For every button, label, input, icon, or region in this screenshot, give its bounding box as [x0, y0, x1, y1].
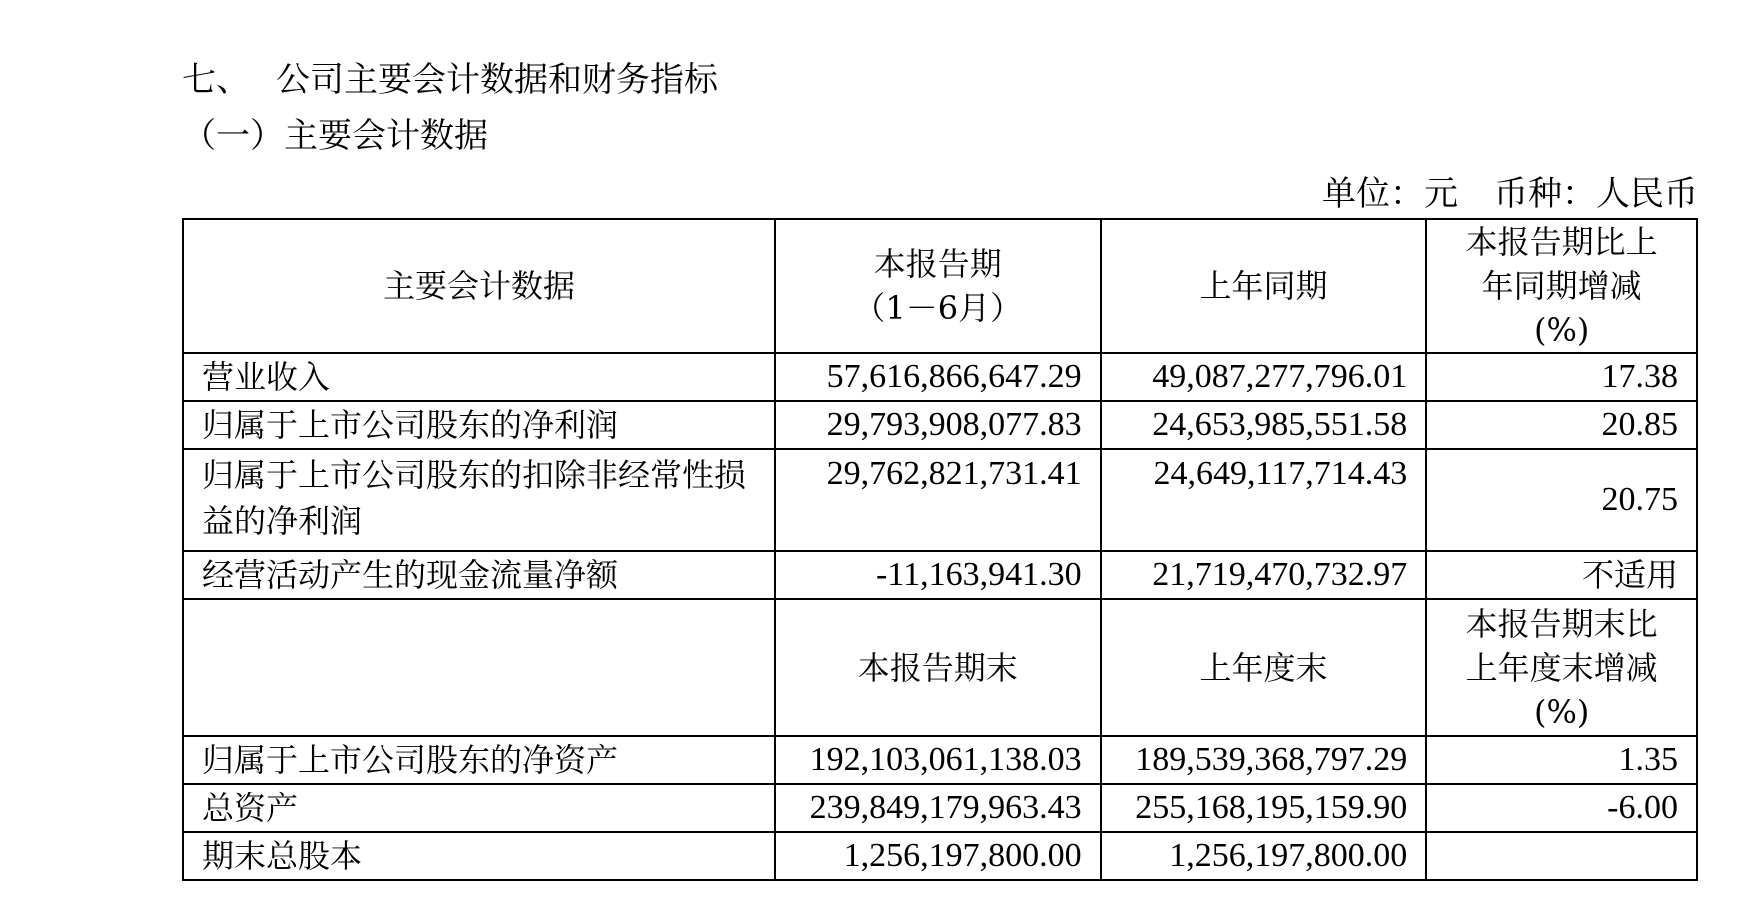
- table-header-row: [183, 219, 1697, 353]
- sub-heading: （一）主要会计数据: [182, 116, 488, 156]
- section-number: 七、: [182, 60, 250, 100]
- unit-line: [1322, 172, 1698, 216]
- table-row: [183, 353, 1697, 401]
- row-label: 归属于上市公司股东的扣除非经常性损益的净利润: [183, 449, 775, 551]
- table-row: [183, 449, 1697, 551]
- row-label: 总资产: [183, 784, 775, 832]
- prior-value: 189,539,368,797.29: [1101, 736, 1427, 784]
- current-value: 239,849,179,963.43: [775, 784, 1101, 832]
- change-value: 20.75: [1426, 449, 1697, 551]
- table-row: [183, 832, 1697, 880]
- prior-value: 255,168,195,159.90: [1101, 784, 1427, 832]
- row-label: 营业收入: [183, 353, 775, 401]
- header-cell-item: 主要会计数据: [183, 219, 775, 353]
- header-cell-prior-period: 上年同期: [1101, 219, 1427, 353]
- section-title: 公司主要会计数据和财务指标: [276, 60, 718, 100]
- table-subheader-row: [183, 599, 1697, 736]
- change-value: 17.38: [1426, 353, 1697, 401]
- current-value: 192,103,061,138.03: [775, 736, 1101, 784]
- change-value: -6.00: [1426, 784, 1697, 832]
- unit-label: 单位：元: [1322, 174, 1458, 214]
- header-cell-blank: [183, 599, 775, 736]
- prior-value: 24,653,985,551.58: [1101, 401, 1427, 449]
- current-value: 1,256,197,800.00: [775, 832, 1101, 880]
- table-row: [183, 401, 1697, 449]
- change-value: [1426, 832, 1697, 880]
- current-value: 29,793,908,077.83: [775, 401, 1101, 449]
- change-value: 20.85: [1426, 401, 1697, 449]
- header-cell-change: 本报告期比上 年同期增减 (%): [1426, 219, 1697, 353]
- change-value: 不适用: [1426, 551, 1697, 599]
- current-value: -11,163,941.30: [775, 551, 1101, 599]
- row-label: 归属于上市公司股东的净利润: [183, 401, 775, 449]
- prior-value: 21,719,470,732.97: [1101, 551, 1427, 599]
- row-label: 归属于上市公司股东的净资产: [183, 736, 775, 784]
- table-row: [183, 784, 1697, 832]
- prior-value: 49,087,277,796.01: [1101, 353, 1427, 401]
- row-label: 经营活动产生的现金流量净额: [183, 551, 775, 599]
- prior-value: 24,649,117,714.43: [1101, 449, 1427, 551]
- currency-label: 币种：人民币: [1494, 174, 1698, 214]
- header-cell-prior-year-end: 上年度末: [1101, 599, 1427, 736]
- header-cell-change-end: 本报告期末比 上年度末增减 (%): [1426, 599, 1697, 736]
- prior-value: 1,256,197,800.00: [1101, 832, 1427, 880]
- header-cell-period-end: 本报告期末: [775, 599, 1101, 736]
- header-cell-current-period: 本报告期 （1－6月）: [775, 219, 1101, 353]
- current-value: 57,616,866,647.29: [775, 353, 1101, 401]
- accounting-data-table: [182, 218, 1698, 881]
- table-row: [183, 736, 1697, 784]
- table-row: [183, 551, 1697, 599]
- change-value: 1.35: [1426, 736, 1697, 784]
- current-value: 29,762,821,731.41: [775, 449, 1101, 551]
- row-label: 期末总股本: [183, 832, 775, 880]
- section-heading: [182, 58, 718, 102]
